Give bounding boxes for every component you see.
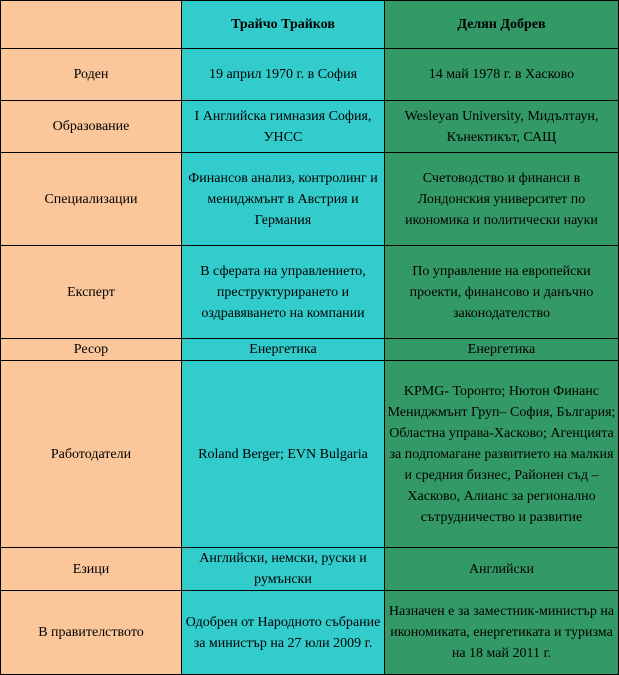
row-portfolio-person2: Енергетика [385, 339, 619, 361]
row-expert-label: Експерт [1, 246, 182, 339]
row-specializations-person1: Финансов анализ, контролинг и мениджмънт в Австрия и Германия [182, 153, 385, 246]
row-expert-person1: В сферата на управлението, преструктурирането и оздравяването на компании [182, 246, 385, 339]
row-born [1, 49, 619, 101]
row-employers [1, 361, 619, 548]
row-specializations [1, 153, 619, 246]
row-government-label: В правителството [1, 591, 182, 675]
row-languages-person2: Английски [385, 548, 619, 591]
row-portfolio-label: Ресор [1, 339, 182, 361]
row-born-person2: 14 май 1978 г. в Хасково [385, 49, 619, 101]
row-born-person1: 19 април 1970 г. в София [182, 49, 385, 101]
row-employers-person1: Roland Berger; EVN Bulgaria [182, 361, 385, 548]
row-government-person2: Назначен е за заместник-министър на икономиката, енергетиката и туризма на 18 май 2011 г. [385, 591, 619, 675]
row-education-person1: I Английска гимназия София, УНСС [182, 101, 385, 153]
row-expert [1, 246, 619, 339]
row-portfolio [1, 339, 619, 361]
row-government [1, 591, 619, 675]
header-person1-name: Трайчо Трайков [182, 1, 385, 49]
row-employers-label: Работодатели [1, 361, 182, 548]
row-born-label: Роден [1, 49, 182, 101]
header-corner-cell [1, 1, 182, 49]
row-specializations-person2: Счетоводство и финанси в Лондонския университет по икономика и политически науки [385, 153, 619, 246]
row-education-person2: Wesleyan University, Мидълтаун, Кънектикът, САЩ [385, 101, 619, 153]
row-education [1, 101, 619, 153]
row-languages [1, 548, 619, 591]
row-expert-person2: По управление на европейски проекти, финансово и данъчно законодателство [385, 246, 619, 339]
row-languages-label: Езици [1, 548, 182, 591]
row-specializations-label: Специализации [1, 153, 182, 246]
row-government-person1: Одобрен от Народното събрание за министър на 27 юли 2009 г. [182, 591, 385, 675]
header-person2-name: Делян Добрев [385, 1, 619, 49]
row-portfolio-person1: Енергетика [182, 339, 385, 361]
row-employers-person2: KPMG- Торонто; Нютон Финанс Мениджмънт Груп– София, България; Областна управа-Хасково; Агенцията за подпомагане развитието на малкия и средния бизнес, Районен съд – Хасково, Алианс за регионално сътрудничество и развитие [385, 361, 619, 548]
row-languages-person1: Английски, немски, руски и румънски [182, 548, 385, 591]
header-row [1, 1, 619, 49]
row-education-label: Образование [1, 101, 182, 153]
